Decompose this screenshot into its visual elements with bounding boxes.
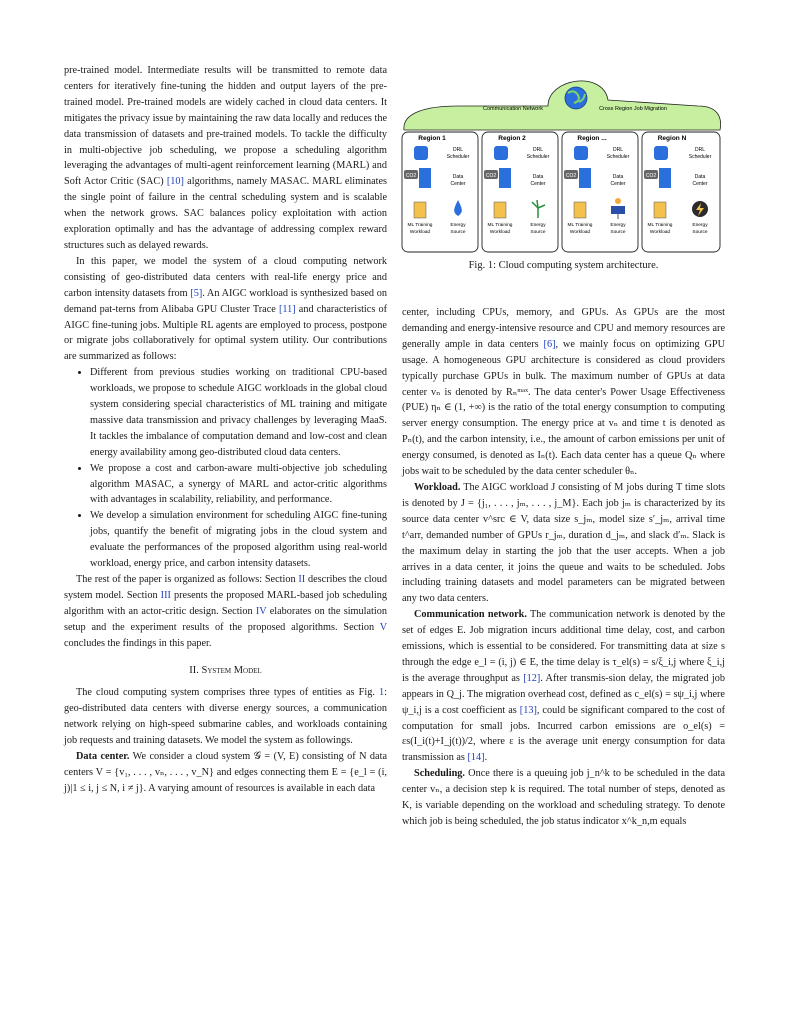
- svg-text:CO2: CO2: [565, 173, 577, 179]
- citation-6[interactable]: [6]: [543, 338, 556, 350]
- svg-text:Energy: Energy: [610, 223, 626, 228]
- communication-paragraph: Communication network. The communication network is denoted by the set of edges E. Job migration incurs additional time delay, cost, and carbon emissions, which is essential to be considered. For transmitting data at size s through the edge e_l = (i, j) ∈ E, the time delay is τ_el(s) = s/ξ_i,j where ξ_i,j is the average throughput as [12]. After transmis-sion delay, the migrated job appears in Q_j. The migration overhead cost, defined as c_el(s) = sψ_i,j where ψ_i,j is a cost coefficient as [13], could be significant compared to the cost of computation for small jobs. Incurred carbon emissions are o_el(s) = εs(I_i(t)+I_j(t))/2, where ε is the average unit energy consumption for data transmission as [14].: [402, 609, 726, 764]
- figure-link-1[interactable]: 1: [379, 687, 385, 699]
- svg-text:Center: Center: [530, 181, 546, 187]
- svg-text:Center: Center: [450, 181, 466, 187]
- communication-label: Communication network.: [414, 609, 527, 621]
- coal-plant-icon: [692, 201, 708, 217]
- region-1: [402, 132, 478, 252]
- region-3: [562, 132, 638, 252]
- figure-caption: Fig. 1: Cloud computing system architecture.: [468, 260, 659, 271]
- paper-organization: The rest of the paper is organized as follows: Section II describes the cloud system model. Section III presents the proposed MARL-based job scheduling algorithm with an actor-critic design. Section IV elaborates on the simulation setup and the experiment results of the proposed algorithms. Section V concludes the findings in this paper.: [64, 574, 388, 649]
- svg-text:ML Training: ML Training: [407, 223, 433, 228]
- svg-text:DRL: DRL: [694, 147, 706, 153]
- section-link-5[interactable]: V: [379, 621, 387, 633]
- region-title: Region ...: [577, 135, 607, 142]
- svg-text:Scheduler: Scheduler: [688, 154, 712, 160]
- data-center-continuation: center, including CPUs, memory, and GPUs. As GPUs are the most demanding and energy-intensive resource and CPU and memory resources are generally ample in data centers [6], we mainly focus on optimizing GPU usage. A homogeneous GPU architecture is considered as cloud providers typically purchase GPUs in bulk. The maximum number of GPUs at data center vₙ is denoted by Rₙᵐᵃˣ. The data center's Power Usage Effectiveness (PUE) ηₙ ∈ (1, +∞) is the ratio of the total energy consumption to computing server energy consumption. The energy price at vₙ and time t is denoted as Pₙ(t), and the carbon intensity, i.e., the amount of carbon emissions per unit of energy consumed, is denoted as Iₙ(t). Each data center has a queue Qₙ where jobs wait to be scheduled by the data center scheduler θₙ.: [402, 307, 725, 478]
- citation-14[interactable]: [14]: [467, 752, 485, 764]
- server-rack-icon: [659, 168, 671, 188]
- contributions-list: [64, 365, 387, 572]
- scheduler-icon: [494, 146, 508, 160]
- region-n: [642, 132, 720, 252]
- svg-text:CO2: CO2: [645, 173, 657, 179]
- svg-text:Data: Data: [452, 174, 464, 180]
- svg-text:Scheduler: Scheduler: [446, 154, 470, 160]
- svg-text:ML Training: ML Training: [567, 223, 593, 228]
- svg-text:DRL: DRL: [532, 147, 544, 153]
- region-title: Region N: [657, 135, 687, 142]
- svg-text:Scheduler: Scheduler: [606, 154, 630, 160]
- list-item: • We propose a cost and carbon-aware multi-objective job scheduling algorithm MASAC, a synergy of MARL and actor-critic algorithms with advantages in scalability, reliability, and performance.: [90, 461, 387, 509]
- svg-text:DRL: DRL: [612, 147, 624, 153]
- svg-text:Data: Data: [612, 174, 624, 180]
- workload-paragraph: Workload. The AIGC workload J consisting of M jobs during T time slots is denoted by J = {j₁, . . . , jₘ, . . . , j_M}. Each job jₘ is characterized by its source data center v^src ∈ V, data size s_jₘ, model size s′_jₘ, arrival time t^arr, demanded number of GPUs r_jₘ, duration d_jₘ, and slack d′ₘ. Slack is the maximum delay in starting the job that the user accepts. When a job arrives in a data center, it joins the queue and waits to be scheduled. Jobs including training datasets and model parameters can be migrated between any two data centers.: [402, 481, 725, 605]
- section-heading: II. System Model: [189, 664, 262, 676]
- section-link-3[interactable]: III: [160, 589, 171, 601]
- list-item: • Different from previous studies working on traditional CPU-based workloads, we propose to schedule AIGC workloads in the global cloud system considering special characteristics of ML training and mitigate massive data transmission and privacy challenges by leveraging MaaS. It tackles the imbalance of computation demand and low-cost and clean energy availability among geo-distributed cloud data centers.: [90, 365, 387, 460]
- citation-13[interactable]: [13]: [519, 704, 537, 716]
- svg-text:Workload: Workload: [649, 230, 671, 235]
- workload-doc-icon: [574, 202, 586, 218]
- svg-text:Energy: Energy: [450, 223, 466, 228]
- server-rack-icon: [419, 168, 431, 188]
- svg-text:Center: Center: [610, 181, 626, 187]
- svg-text:Energy: Energy: [692, 223, 708, 228]
- svg-text:Source: Source: [610, 230, 626, 235]
- section-link-4[interactable]: IV: [255, 605, 267, 617]
- system-overview: The cloud computing system comprises three types of entities as Fig. 1: geo-distributed data centers with diverse energy sources, a communication network relying on high-speed submarine cables, and workloads containing job requests and training datasets. We model the system as followings.: [64, 687, 387, 747]
- workload-doc-icon: [414, 202, 426, 218]
- left-column: [64, 63, 387, 797]
- data-center-label: Data center.: [76, 751, 130, 763]
- svg-text:Center: Center: [692, 181, 708, 187]
- citation-5[interactable]: [5]: [190, 287, 203, 299]
- list-item: • We develop a simulation environment for scheduling AIGC fine-tuning jobs, quantify the benefit of migrating jobs in the cloud system and evaluate the performances of the proposed algorithm using real-world workload, energy price, and carbon intensity datasets.: [90, 508, 387, 572]
- cross-region-label: Cross Region Job Migration: [599, 106, 667, 112]
- scheduler-icon: [654, 146, 668, 160]
- intro-continuation: pre-trained model. Intermediate results will be transmitted to remote data centers for iteratively fine-tuning the hidden and output layers of the pre-trained model. Pre-trained models are widely cached in cloud data centers. It mitigates the privacy issue by maintaining the raw data locally and reduces the data transmission of datasets and pre-trained models. To tackle the difficulty in multi-objective job scheduling, we propose a scheduling algorithm leveraging the advantages of multi-agent reinforcement learning (MARL) and Soft Actor Critic (SAC) [10] algorithms, namely MASAC. MARL eliminates the single point of failure in the central scheduling system and is scalable when the network grows. SAC balances policy exploitation with action exploration optimally and has the advantage of addressing complex reward structures such as delayed rewards.: [64, 65, 388, 251]
- svg-text:Workload: Workload: [409, 230, 431, 235]
- svg-text:ML Training: ML Training: [647, 223, 673, 228]
- right-column: [402, 305, 725, 830]
- server-rack-icon: [499, 168, 511, 188]
- svg-text:Data: Data: [694, 174, 706, 180]
- scheduling-label: Scheduling.: [414, 768, 465, 780]
- svg-text:Energy: Energy: [530, 223, 546, 228]
- communication-cloud: [404, 81, 721, 130]
- section-link-2[interactable]: II: [298, 574, 306, 585]
- svg-text:Data: Data: [532, 174, 544, 180]
- scheduler-icon: [574, 146, 588, 160]
- citation-11[interactable]: [11]: [278, 303, 296, 315]
- workload-doc-icon: [494, 202, 506, 218]
- communication-network-label: Communication Network: [483, 106, 543, 112]
- workload-doc-icon: [654, 202, 666, 218]
- architecture-figure: [398, 60, 724, 280]
- server-rack-icon: [579, 168, 591, 188]
- scheduler-icon: [414, 146, 428, 160]
- svg-text:CO2: CO2: [485, 173, 497, 179]
- svg-text:Source: Source: [450, 230, 466, 235]
- contributions-intro: In this paper, we model the system of a cloud computing network consisting of geo-distributed data centers with real-life energy price and carbon intensity datasets from [5]. An AIGC workload is synthesized based on demand pat-terns from Alibaba GPU Cluster Trace [11] and characteristics of AIGC fine-tuning jobs. Multiple RL agents are employed to process, postpone or migrate jobs collaboratively for optimal system utility. Our contributions are summarized as follows:: [64, 255, 387, 363]
- svg-text:Scheduler: Scheduler: [526, 154, 550, 160]
- region-2: [482, 132, 558, 252]
- region-title: Region 1: [418, 135, 446, 142]
- svg-text:CO2: CO2: [405, 173, 417, 179]
- svg-text:Source: Source: [530, 230, 546, 235]
- scheduling-paragraph: Scheduling. Once there is a queuing job j_n^k to be scheduled in the data center vₙ, a decision step k is required. The total number of steps, denoted as K, is variable depending on the workload and scheduling strategy. To denote which job is being scheduled, the job status indicator x^k_n,m equals: [402, 768, 725, 827]
- svg-text:Workload: Workload: [489, 230, 511, 235]
- citation-10[interactable]: [10]: [166, 176, 184, 188]
- data-center-paragraph: Data center. We consider a cloud system 𝒢 = (V, E) consisting of N data centers V = {v₁, . . . , vₙ, . . . , v_N} and edges connecting them E = {e_l = (i, j)|1 ≤ i, j ≤ N, i ≠ j}. A varying amount of resources is available in each data: [64, 751, 387, 794]
- citation-12[interactable]: [12]: [523, 672, 541, 684]
- region-title: Region 2: [498, 135, 526, 142]
- svg-text:Source: Source: [692, 230, 708, 235]
- svg-text:Workload: Workload: [569, 230, 591, 235]
- workload-label: Workload.: [414, 481, 461, 493]
- svg-text:DRL: DRL: [452, 147, 464, 153]
- svg-text:ML Training: ML Training: [487, 223, 513, 228]
